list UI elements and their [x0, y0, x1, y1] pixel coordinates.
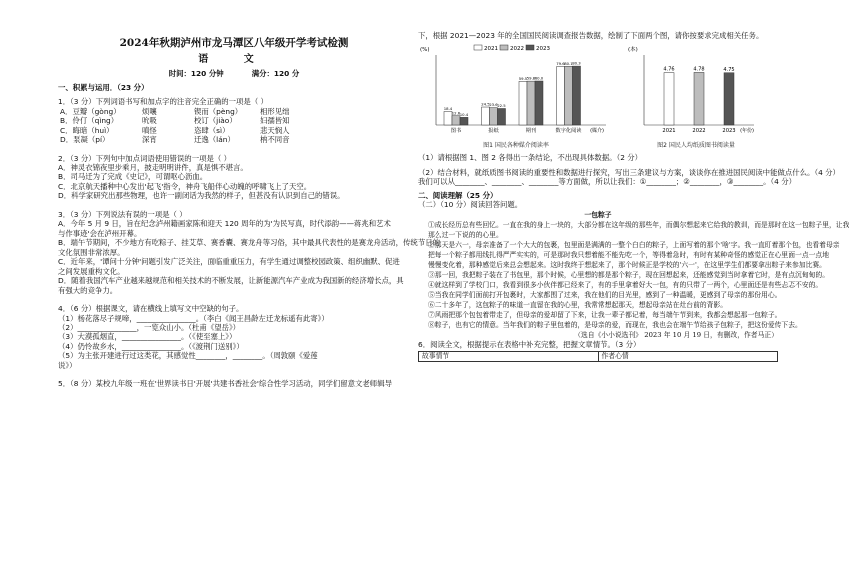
story-paragraph: ⑦风雨把那个包包着带走了，但母亲的爱却留了下来，让我一辈子都记着，每当端午节到来，我都会想起那一包粽子。 [428, 311, 782, 320]
q3-option-line: 有强大的竞争力。 [58, 285, 118, 295]
q3-option-line: A．今年 5 月 9 日，旨在纪念泸州籍画家陈和迎天 120 周年的为'为民写真，时代添韵——蒋兆和艺术 [58, 219, 391, 229]
q1-stem: 1．（3 分）下列词语书写和加点字的注音完全正确的一项是（ ） [58, 97, 268, 107]
q1-option-cell: C．晦暗（huì） [60, 125, 114, 135]
q1-option-cell: 校订（jiào） [194, 116, 237, 126]
chart-1-tick-label: 图书 [450, 128, 462, 135]
q1-option-cell: 迁逸（lán） [194, 135, 235, 145]
chart-1-bar [482, 108, 490, 126]
story-paragraph: ③那一回，我把粽子装在了书包里，那个时候，心里想的都是那个粽子，现在回想起来，还能感觉到当时拿着它时，是有点沉甸甸的。 [428, 271, 830, 280]
story-paragraph: ①成长经历总有些回忆。一直在我的身上一块的，大部分都在这年级的那些年，而偶尔想起来它给我的教训，而是那时在这一包粽子里，让我 [428, 220, 849, 229]
q1-option-cell: 枘不同音 [260, 135, 290, 145]
q1-option-cell: 锲而（pèng） [194, 106, 243, 116]
chart-1-legend-swatch [500, 45, 508, 50]
table-header-plot: 故事情节 [419, 351, 599, 361]
chart-2-caption: 图2 国民人均纸质图书阅读量 [657, 141, 735, 149]
chart-1-bar [535, 81, 543, 125]
chart-1-caption: 图1 国民各种媒介阅读率 [483, 141, 549, 149]
chart-1-ylabel: (%) [420, 47, 430, 54]
q3-option-line: 文化氛围非常浓厚。 [58, 247, 125, 257]
q2-option: C．北京航天播种中心发出'起飞'指令，神舟飞船伴心动魄的呼啸飞上了天空。 [58, 181, 312, 191]
chart-2-bar [694, 73, 704, 126]
chart-1-tick-label: 数字化阅读 [555, 128, 582, 135]
subject-title: 语 文 [198, 54, 270, 66]
charts-row [418, 43, 778, 147]
q1-option-row [60, 107, 410, 116]
chart-2-data-label: 4.78 [693, 66, 705, 73]
story-paragraph: 那么过一下说的的心里。 [428, 230, 503, 239]
chart-2 [626, 43, 766, 147]
chart-1 [418, 43, 614, 147]
chart-1-data-label: 80.3 [572, 61, 581, 67]
chart-intro: 下，根据 2021—2023 年的全国国民阅读调查报告数据，绘制了下面两个图，请你按要求完成相关任务。 [418, 31, 764, 40]
story-source: （选自《小小说选刊》 2023 年 10 月 19 日，有删改，作者马正） [574, 331, 778, 340]
q4-line: （4）仍怜故乡水，________________。（《渡荆门送别》） [58, 341, 244, 351]
q3-option-line: 与作事迹'会在泸州开幕。 [58, 228, 142, 238]
chart-2-tick-label: 2022 [692, 128, 706, 135]
q1-option-cell: 深宵 [142, 135, 157, 145]
chart-1-bar [490, 108, 498, 125]
q6-stem: 6．阅读全文，根据提示在表格中补充完整，把握文章情节。（3 分） [418, 340, 641, 350]
q1-option-cell: 烦嚷 [142, 106, 157, 116]
q4-line: 说》） [58, 360, 77, 370]
chart-1-legend-label: 2023 [536, 46, 550, 53]
q2-option: A．神灵衣锦夜里步乘月，披走明明讲件，真是惧不堪言。 [58, 162, 248, 172]
q1-option-cell: 悲天悯人 [260, 125, 290, 135]
chart-1-data-label: 59.5 [518, 76, 528, 82]
q3-option-line: C．近年来，'谭问十分钟'问题引发广泛关注，面临重重压力，有学生通过调整校园政策、组织幽默、促进 [58, 257, 400, 267]
q2-options [58, 163, 410, 201]
chart-2-bar [664, 73, 674, 125]
q3-stem: 3．（3 分）下列说法有误的一项是（ ） [58, 209, 187, 219]
chart-1-data-label: 23.6 [489, 102, 498, 108]
story-title: 一包粽子 [584, 210, 612, 219]
q5a: （1）请根据图 1、图 2 各得出一条结论，不出现具体数据。（2 分） [418, 153, 643, 163]
chart-1-data-label: 60.0 [534, 75, 544, 81]
chart-1-bar [519, 82, 527, 126]
q6-table [418, 351, 778, 362]
chart-1-data-label: 24.5 [481, 102, 490, 108]
chart-2-tick-label: 2021 [662, 128, 676, 135]
story-paragraph: ⑤当我在同学们面前打开包裹时，大家都围了过来，我在他们的目光里，感到了一种温暖，更感到了母亲的那份用心。 [428, 291, 782, 300]
chart-1-legend-swatch [526, 45, 534, 50]
q5b: （2）结合材料，就纸质图书阅读的重要性和数据进行探究，写出三条建议与方案，谈谈你在推进国民阅读中能做点什么。（4 分） [418, 167, 840, 177]
exam-score: 满分：120 分 [251, 69, 300, 79]
right-column [418, 0, 849, 362]
story-paragraph: 把每一个粽子都用线扎得严严实实的，可是那时我只想着能不能先吃一个，等得着急时，有时有某种奇怪的感觉正在心里面一点一点地 [428, 251, 830, 259]
chart-1-data-label: 12.6 [451, 110, 461, 116]
q2-option: D．科学家研究出那些物理，也许一副闭话为我然的样子，但甚没有认识到自己的错误。 [58, 191, 345, 201]
table-header-mood: 作者心情 [598, 351, 778, 361]
q1-option-row [60, 126, 410, 135]
chart-1-data-label: 79.6 [556, 61, 565, 67]
chart-1-bar [527, 82, 535, 126]
section2a-heading: （二）（10 分）阅读回答问题。 [418, 200, 523, 210]
q1-option-cell: 相形见绌 [260, 106, 290, 116]
story-paragraph: ⑥二十多年了，这包粽子的味道一直留在我的心里，我常常想起那天，想起母亲站在灶台前的背影。 [428, 301, 728, 310]
q1-option-cell: 妇孺皆知 [260, 116, 290, 126]
exam-meta [58, 69, 410, 78]
chart-2-data-label: 4.75 [723, 67, 735, 74]
q4-line: （5）为主张开建进行过这类花，其感觉性________，________。（周敦颐《爱莲 [58, 351, 318, 361]
chart-1-bar [452, 116, 460, 125]
q1-option-cell: 嗔怪 [142, 125, 157, 135]
chart-1-bar [460, 118, 468, 126]
q5c: 我们可以从________、________、________等方面做，所以让我们：①________；②________，③________。（4 分） [418, 177, 796, 187]
chart-2-tick-label: 2023 [722, 128, 736, 135]
q4-line: （1）杨花落尽子规啼，________________。（李白《闻王昌龄左迁龙标遥有此寄》） [58, 313, 329, 323]
chart-1-data-label: 80.1 [564, 61, 573, 67]
story [418, 210, 849, 341]
q4-stem: 4．（6 分）根据课文，请在横线上填写文中空缺的句子。 [58, 304, 244, 314]
q4-lines [58, 314, 410, 371]
section2-heading: 二、阅读理解（25 分） [418, 190, 498, 200]
q1-option-row [60, 116, 410, 125]
q1-option-cell: A．豆瓣（gòng） [60, 106, 121, 116]
q5-stem: 5．（8 分）某校九年级一班在'世界读书日'开展'共建书香社会'综合性学习活动，同学们留意文老师辑导 [58, 379, 392, 389]
chart-1-data-label: 10.4 [459, 112, 469, 118]
chart-1-bar [498, 109, 506, 126]
q1-option-cell: 吮吸 [142, 116, 157, 126]
chart-1-data-label: 18.4 [443, 106, 453, 112]
chart-1-svg [418, 43, 614, 139]
chart-1-tick-label: 报纸 [488, 128, 499, 135]
story-paragraph: ⑧粽子，也有它的情意。当年我们的粽子里包着的，是母亲的爱，而现在，我也会在端午节给孩子包粽子，把这份爱传下去。 [428, 321, 802, 330]
story-paragraph: ④就这样到了学校门口，我看到很多小伙伴都已经来了，有的手里拿着好大一包，有的只带了一两个，心里面还是有些忐忑不安的。 [428, 281, 823, 290]
q2-option: B．司马迁为了完成《史记》，可谓呕心沥血。 [58, 172, 208, 182]
chart-2-data-label: 4.76 [663, 67, 675, 74]
q1-option-cell: D．泵凝（pí） [60, 135, 110, 145]
q3-options [58, 219, 440, 295]
chart-1-legend-label: 2022 [510, 46, 524, 53]
q3-option-line: B．端午节期间，不少地方有吃粽子、挂艾草、赛香囊、赛龙舟等习俗，其中最具代表性的是赛龙舟活动，传统节日的 [58, 238, 440, 248]
q4-line: （2）________________，一览众山小。（杜甫《望岳》） [58, 323, 241, 333]
q3-option-line: 之间发展重构文化。 [58, 266, 125, 276]
chart-1-legend-label: 2021 [484, 46, 498, 53]
chart-1-bar [565, 67, 573, 126]
chart-1-xunit: (媒介) [590, 128, 604, 135]
chart-1-data-label: 59.8 [526, 76, 536, 82]
story-paragraphs [418, 220, 849, 331]
chart-1-data-label: 22.5 [497, 103, 506, 109]
chart-2-svg [626, 43, 766, 139]
exam-time: 时间：120 分钟 [168, 69, 224, 79]
q3-option-line: D．随着我国汽车产业越来越规范和相关技术的不断发展，让新能源汽车产业成为我国新的经济增长点，具 [58, 276, 404, 286]
q1-options [58, 107, 410, 145]
q1-option-row [60, 135, 410, 144]
chart-2-ylabel: (本) [628, 47, 638, 54]
story-paragraph: ②那天是六一，母亲准备了一个大大的包裹，包里面是满满的一整个白白的粽子，上面写着的那个'啥'字。我一直盯着那个包，也看着母亲 [428, 240, 840, 249]
chart-1-bar [557, 67, 565, 125]
q4-line: （3）大漠孤烟直，________________。（《使至塞上》） [58, 332, 237, 342]
story-paragraph: 慢慢变化着，那种感觉后来总会想起来。这时我终于想起来了，那个时候正是学校的'六一'，在这里学生们都要拿出粽子来参加比赛。 [428, 261, 826, 270]
chart-1-bar [573, 67, 581, 126]
chart-2-xunit: (年份) [740, 128, 754, 135]
q1-option-cell: 恣肆（sì） [194, 125, 230, 135]
chart-2-bar [724, 73, 734, 125]
section-heading: 一、积累与运用．（23 分） [58, 82, 149, 92]
q2-stem: 2．（3 分）下列句中加点词语使用错误的一项是（ ） [58, 153, 231, 163]
chart-1-tick-label: 期刊 [525, 128, 537, 135]
exam-title: 2024年秋期泸州市龙马潭区八年级开学考试检测 [119, 37, 349, 49]
q1-option-cell: B．伶仃（qìng） [60, 116, 119, 126]
chart-1-legend-swatch [474, 45, 482, 50]
